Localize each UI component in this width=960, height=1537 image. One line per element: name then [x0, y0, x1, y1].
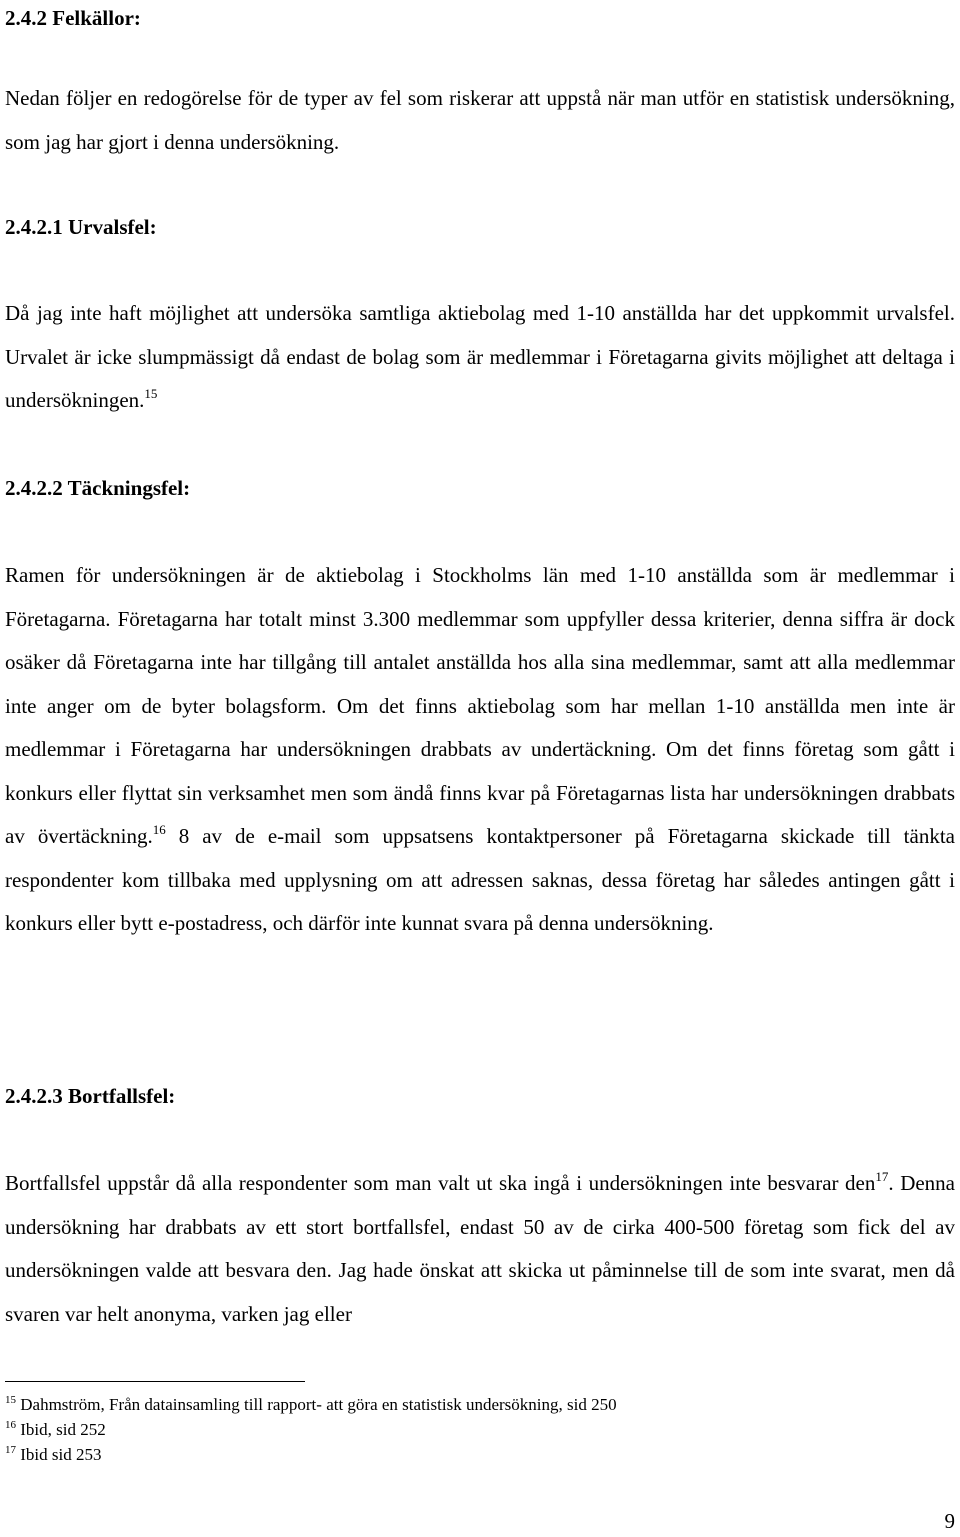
bortfallsfel-paragraph	[5, 1162, 955, 1336]
tackningsfel-text-a: Ramen för undersökningen är de aktiebolag i Stockholms län med 1-10 anställda som är medlemmar i Företagarna. Företagarna har totalt minst 3.300 medlemmar som uppfyller dessa kriterier, denna siffra är dock osäker då Företagarna inte har tillgång till antalet anställda hos alla sina medlemmar, samt att alla medlemmar inte anger om de byter bolagsform. Om det finns aktiebolag som har mellan 1-10 anställda men inte är medlemmar i Företagarna har undersökningen drabbats av undertäckning. Om det finns företag som gått i konkurs eller flyttat sin verksamhet men som ändå finns kvar på Företagarnas lista har undersökningen drabbats av övertäckning.	[5, 563, 955, 848]
footnote-ref-17: 17	[875, 1169, 889, 1184]
footnote-ref-16: 16	[152, 822, 166, 837]
footnote-text: Ibid, sid 252	[16, 1420, 106, 1439]
intro-paragraph: Nedan följer en redogörelse för de typer av fel som riskerar att uppstå när man utför en statistisk undersökning, som jag har gjort i denna undersökning.	[5, 86, 955, 154]
footnote-text: Dahmström, Från datainsamling till rapport- att göra en statistisk undersökning, sid 250	[16, 1395, 617, 1414]
footnote-number: 16	[5, 1419, 16, 1431]
footnote-17	[5, 1442, 101, 1467]
footnote-text: Ibid sid 253	[16, 1445, 102, 1464]
tackningsfel-paragraph	[5, 554, 955, 946]
footnote-16	[5, 1417, 106, 1442]
urvalsfel-paragraph	[5, 292, 955, 423]
tackningsfel-heading: 2.4.2.2 Täckningsfel:	[5, 476, 191, 500]
footnote-number: 15	[5, 1394, 16, 1406]
section-heading: 2.4.2 Felkällor:	[5, 6, 141, 30]
footnote-separator	[5, 1381, 305, 1382]
tackningsfel-text-b: 8 av de e-mail som uppsatsens kontaktpersoner på Företagarna skickade till tänkta respondenter kom tillbaka med upplysning om att adressen saknas, dessa företag har således antingen gått i konkurs eller bytt e-postadress, och därför inte kunnat svara på denna undersökning.	[5, 824, 955, 935]
footnote-15	[5, 1392, 617, 1417]
footnote-ref-15: 15	[144, 386, 158, 401]
bortfallsfel-text-b: . Denna undersökning har drabbats av ett stort bortfallsfel, endast 50 av de cirka 400-500 företag som fick del av undersökningen valde att besvara den. Jag hade önskat att skicka ut påminnelse till de som inte svarat, men då svaren var helt anonyma, varken jag eller	[5, 1171, 956, 1326]
urvalsfel-text: Då jag inte haft möjlighet att undersöka samtliga aktiebolag med 1-10 anställda har det uppkommit urvalsfel. Urvalet är icke slumpmässigt då endast de bolag som är medlemmar i Företagarna givits möjlighet att deltaga i undersökningen.	[5, 301, 955, 412]
bortfallsfel-heading: 2.4.2.3 Bortfallsfel:	[5, 1084, 176, 1108]
bortfallsfel-text-a: Bortfallsfel uppstår då alla respondenter som man valt ut ska ingå i undersökningen inte besvarar den	[5, 1171, 876, 1195]
page-number: 9	[944, 1509, 955, 1533]
footnote-number: 17	[5, 1444, 16, 1456]
urvalsfel-heading: 2.4.2.1 Urvalsfel:	[5, 215, 157, 239]
